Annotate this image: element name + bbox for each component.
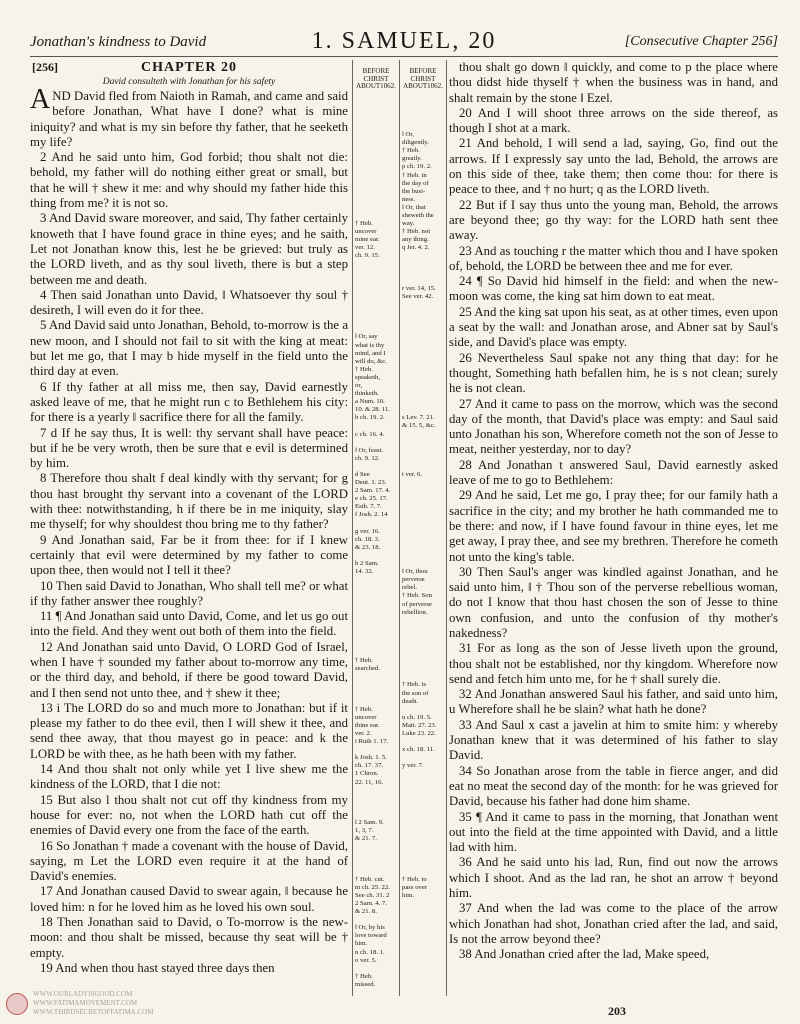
watermark (6, 990, 153, 1017)
header-book-chapter: 1. SAMUEL, 20 (311, 28, 497, 54)
verse-paragraph: 23 And as touching r the matter which thou and I have spoken of, behold, the LORD be between thee and me for ever. (449, 243, 778, 273)
verse-paragraph: 26 Nevertheless Saul spake not any thing that day: for he thought, Something hath befallen him, he is s not clean; surely he is not clean. (449, 350, 778, 396)
margin-date-header: BEFORE CHRIST ABOUT1062. (403, 67, 443, 91)
verse-paragraph: 28 And Jonathan t answered Saul, David earnestly asked leave of me to go to Bethlehem: (449, 457, 778, 488)
column-divider (399, 60, 400, 996)
verse-paragraph: 6 If thy father at all miss me, then say, David earnestly asked leave of me, that he might run c to Bethlehem his city: for there is a yearly ‖ sacrifice there for all the family. (30, 379, 348, 425)
running-header (30, 28, 778, 56)
verse-paragraph: 32 And Jonathan answered Saul his father, and said unto him, u Wherefore shall he be slain? what hath he done? (449, 687, 778, 717)
verse-paragraph: 38 And Jonathan cried after the lad, Make speed, (459, 947, 710, 962)
watermark-url: WWW.THIRDSECRETOFFATIMA.COM (33, 1008, 154, 1016)
verse-paragraph: 22 But if I say thus unto the young man, Behold, the arrows are beyond thee; go thy way: for the LORD hath sent thee away. (449, 197, 778, 243)
verse-paragraph: 35 ¶ And it came to pass in the morning, that Jonathan went out into the field at the time appointed with David, and a little lad with him. (449, 809, 778, 855)
verse-paragraph: 13 i The LORD do so and much more to Jonathan: but if it please my father to do thee evil, then I will shew it thee, and send thee away, that thou mayest go in peace: and k the LORD be with thee, as he hath been with my father. (30, 700, 348, 761)
seal-icon (6, 993, 28, 1015)
verse-paragraph: 30 Then Saul's anger was kindled against Jonathan, and he said unto him, ‖ † Thou son of the perverse rebellious woman, do not I know that thou hast chosen the son of Jesse to thine own confusion, and unto the confusion of thy mother's nakedness? (449, 564, 778, 640)
verse-paragraph: 15 But also l thou shalt not cut off thy kindness from my house for ever: no, not when the LORD hath cut off the enemies of David every one from the face of the earth. (30, 792, 348, 838)
verse-paragraph: 17 And Jonathan caused David to swear again, ‖ because he loved him: n for he loved him as he loved his own soul. (30, 884, 348, 914)
verse-paragraph: 18 Then Jonathan said to David, o To-morrow is the new-moon: and thou shalt be missed, because thy seat will be † empty. (30, 915, 348, 960)
verse-list-left (30, 84, 348, 976)
column-divider (446, 60, 447, 996)
watermark-url: WWW.OURLADYISGOOD.COM (33, 990, 133, 998)
verse-paragraph: 9 And Jonathan said, Far be it from thee: for if I knew certainly that evil were determined by my father to come upon thee, then would not I tell it thee? (30, 532, 348, 578)
verse-list-right (449, 60, 778, 963)
watermark-url: WWW.FATIMAMOVEMENT.COM (33, 999, 138, 1007)
chapter-summary: David consulteth with Jonathan for his safety (102, 77, 276, 87)
margin-references-a (355, 60, 397, 997)
verse-paragraph: 14 And thou shalt not only while yet I live shew me the kindness of the LORD, that I die not: (30, 762, 348, 792)
verse-paragraph: 25 And the king sat upon his seat, as at other times, even upon a seat by the wall: and Jonathan arose, and Abner sat by Saul's side, and David's place was empty. (449, 304, 778, 350)
verse-paragraph: 24 ¶ So David hid himself in the field: and when the new-moon was come, the king sat him down to eat meat. (449, 274, 778, 304)
header-left-title: Jonathan's kindness to David (30, 34, 207, 50)
verse-paragraph: 20 And I will shoot three arrows on the side thereof, as though I shot at a mark. (449, 105, 778, 136)
verse-paragraph: 5 And David said unto Jonathan, Behold, to-morrow is the a new moon, and I should not fail to sit with the king at meat: but let me go, that I may b hide myself in the field unto the third day at even. (30, 318, 348, 379)
verse-paragraph: 36 And he said unto his lad, Run, find out now the arrows which I shoot. And as the lad ran, he shot an arrow † beyond him. (449, 855, 778, 901)
verse-paragraph: 7 d If he say thus, It is well: thy servant shall have peace: but if he be very wroth, then be sure that e evil is determined by him. (30, 425, 348, 471)
verse-paragraph: 8 Therefore thou shalt f deal kindly with thy servant; for g thou hast brought thy servant into a covenant of the LORD with thee: notwithstanding, h if there be in me iniquity, slay me thyself; for why shouldest thou bring me to thy father? (30, 471, 348, 532)
page-number: 203 (608, 1004, 626, 1018)
verse-paragraph: 19 And when thou hast stayed three days then (40, 960, 275, 975)
margin-notes-a: † Heb. uncover mine ear. ver. 12. ch. 9. 15. ‖ Or, say what is thy mind, and I will do, &c. † Heb. speaketh, or, thinketh. a Num. 10. 10. & 28. 11. b ch. 19. 2. c ch. 16. 4. ‖ Or, feast. ch. 9. 12. d See Deut. 1. 23. 2 Sam. 17. 4. e ch. 25. 17. Esth. 7. 7. f Josh. 2. 14 g ver. 16. ch. 18. 3. & 23. 18. h 2 Sam. 14. 32. † Heb. searched. † Heb. uncover thine ear. ver. 2. i Ruth 1. 17. k Josh. 1. 5. ch. 17. 37. 1 Chron. 22. 11, 16. l 2 Sam. 9. 1, 3, 7. & 21. 7. † Heb. cut. m ch. 25. 22. See ch. 31. 2 2 Sam. 4. 7. & 21. 8. ‖ Or, by his love toward him. n ch. 18. 1. o ver. 5. † Heb. missed. (355, 220, 391, 988)
watermark-urls (33, 990, 153, 1017)
column-divider (352, 60, 353, 996)
chapter-heading (30, 60, 348, 76)
verse-paragraph: 21 And behold, I will send a lad, saying, Go, find out the arrows. If I expressly say unto the lad, Behold, the arrows are on this side of thee, take them; then come thou: for there is peace to thee, and † no hurt; q as the LORD liveth. (449, 136, 778, 197)
text-column-right (449, 60, 778, 963)
chapter-number: [256] (32, 60, 58, 74)
margin-date-header: BEFORE CHRIST ABOUT1062. (356, 67, 396, 91)
chapter-title: CHAPTER 20 (141, 60, 237, 75)
header-consecutive-chapter: [Consecutive Chapter 256] (624, 34, 778, 49)
verse-paragraph: 10 Then said David to Jonathan, Who shall tell me? or what if thy father answer thee roughly? (30, 578, 348, 608)
verse-paragraph: 33 And Saul x cast a javelin at him to smite him: y whereby Jonathan knew that it was determined of his father to slay David. (449, 717, 778, 763)
verse-paragraph: 4 Then said Jonathan unto David, ‖ Whatsoever thy soul † desireth, I will even do it for thee. (30, 287, 348, 318)
verse-paragraph: 37 And when the lad was come to the place of the arrow which Jonathan had shot, Jonathan cried after the lad, and said, Is not the arrow beyond thee? (449, 901, 778, 946)
verse-paragraph: 3 And David sware moreover, and said, Thy father certainly knoweth that I have found grace in thine eyes; and he saith, Let not Jonathan know this, lest he be grieved: but truly as the LORD liveth, and as thy soul liveth, there is but a step between me and death. (30, 211, 348, 287)
verse-paragraph: 2 And he said unto him, God forbid; thou shalt not die: behold, my father will do nothing either great or small, but that he will † shew it me: and why should my father hide this thing from me? it is not so. (30, 150, 348, 211)
margin-references-b (402, 60, 444, 908)
text-column-left (30, 60, 348, 976)
verse-paragraph: thou shalt go down ‖ quickly, and come to p the place where thou didst hide thyself † when the business was in hand, and shalt remain by the stone ‖ Ezel. (449, 60, 778, 105)
verse-paragraph: 29 And he said, Let me go, I pray thee; for our family hath a sacrifice in the city; and my brother he hath commanded me to be there: and now, if I have found favour in thine eyes, let me get away, I pray thee, and see my brethren. Therefore he cometh not unto the king's table. (449, 488, 778, 564)
verse-paragraph: 27 And it came to pass on the morrow, which was the second day of the month, that David's place was empty: and Saul said unto Jonathan his son, Wherefore cometh not the son of Jesse to meat, neither yesterday, nor to day? (449, 396, 778, 457)
margin-notes-b: ‖ Or, diligently. † Heb. greatly. p ch. 19. 2. † Heb. in the day of the busi- ness. ‖ Or, that sheweth the way. † Heb. not any thing. q Jer. 4. 2. r ver. 14, 15. See ver. 42. s Lev. 7. 21. & 15. 5, &c. t ver. 6. ‖ Or, thou perverse rebel. † Heb. Son of perverse rebellion. † Heb. is the son of death. u ch. 19. 5. Matt. 27. 23. Luke 23. 22. x ch. 18. 11. y ver. 7. † Heb. to pass over him. (402, 131, 437, 899)
verse-paragraph: 34 So Jonathan arose from the table in fierce anger, and did eat no meat the second day of the month: for he was grieved for David, because his father had done him shame. (449, 763, 778, 809)
verse-paragraph: 31 For as long as the son of Jesse liveth upon the ground, thou shalt not be established, nor thy kingdom. Wherefore now send and fetch him unto me, for he † shall surely die. (449, 641, 778, 686)
verse-paragraph: 12 And Jonathan said unto David, O LORD God of Israel, when I have † sounded my father about to-morrow any time, or the third day, and behold, if there be good toward David, and I then send not unto thee, and † shew it thee; (30, 639, 348, 700)
header-rule (30, 56, 778, 57)
verse-paragraph: AND David fled from Naioth in Ramah, and came and said before Jonathan, What have I done? what is mine iniquity? and what is my sin before thy father, that he seeketh my life? (30, 84, 348, 149)
verse-paragraph: 16 So Jonathan † made a covenant with the house of David, saying, m Let the LORD even require it at the hand of David's enemies. (30, 838, 348, 884)
verse-paragraph: 11 ¶ And Jonathan said unto David, Come, and let us go out into the field. And they went out both of them into the field. (30, 609, 348, 639)
